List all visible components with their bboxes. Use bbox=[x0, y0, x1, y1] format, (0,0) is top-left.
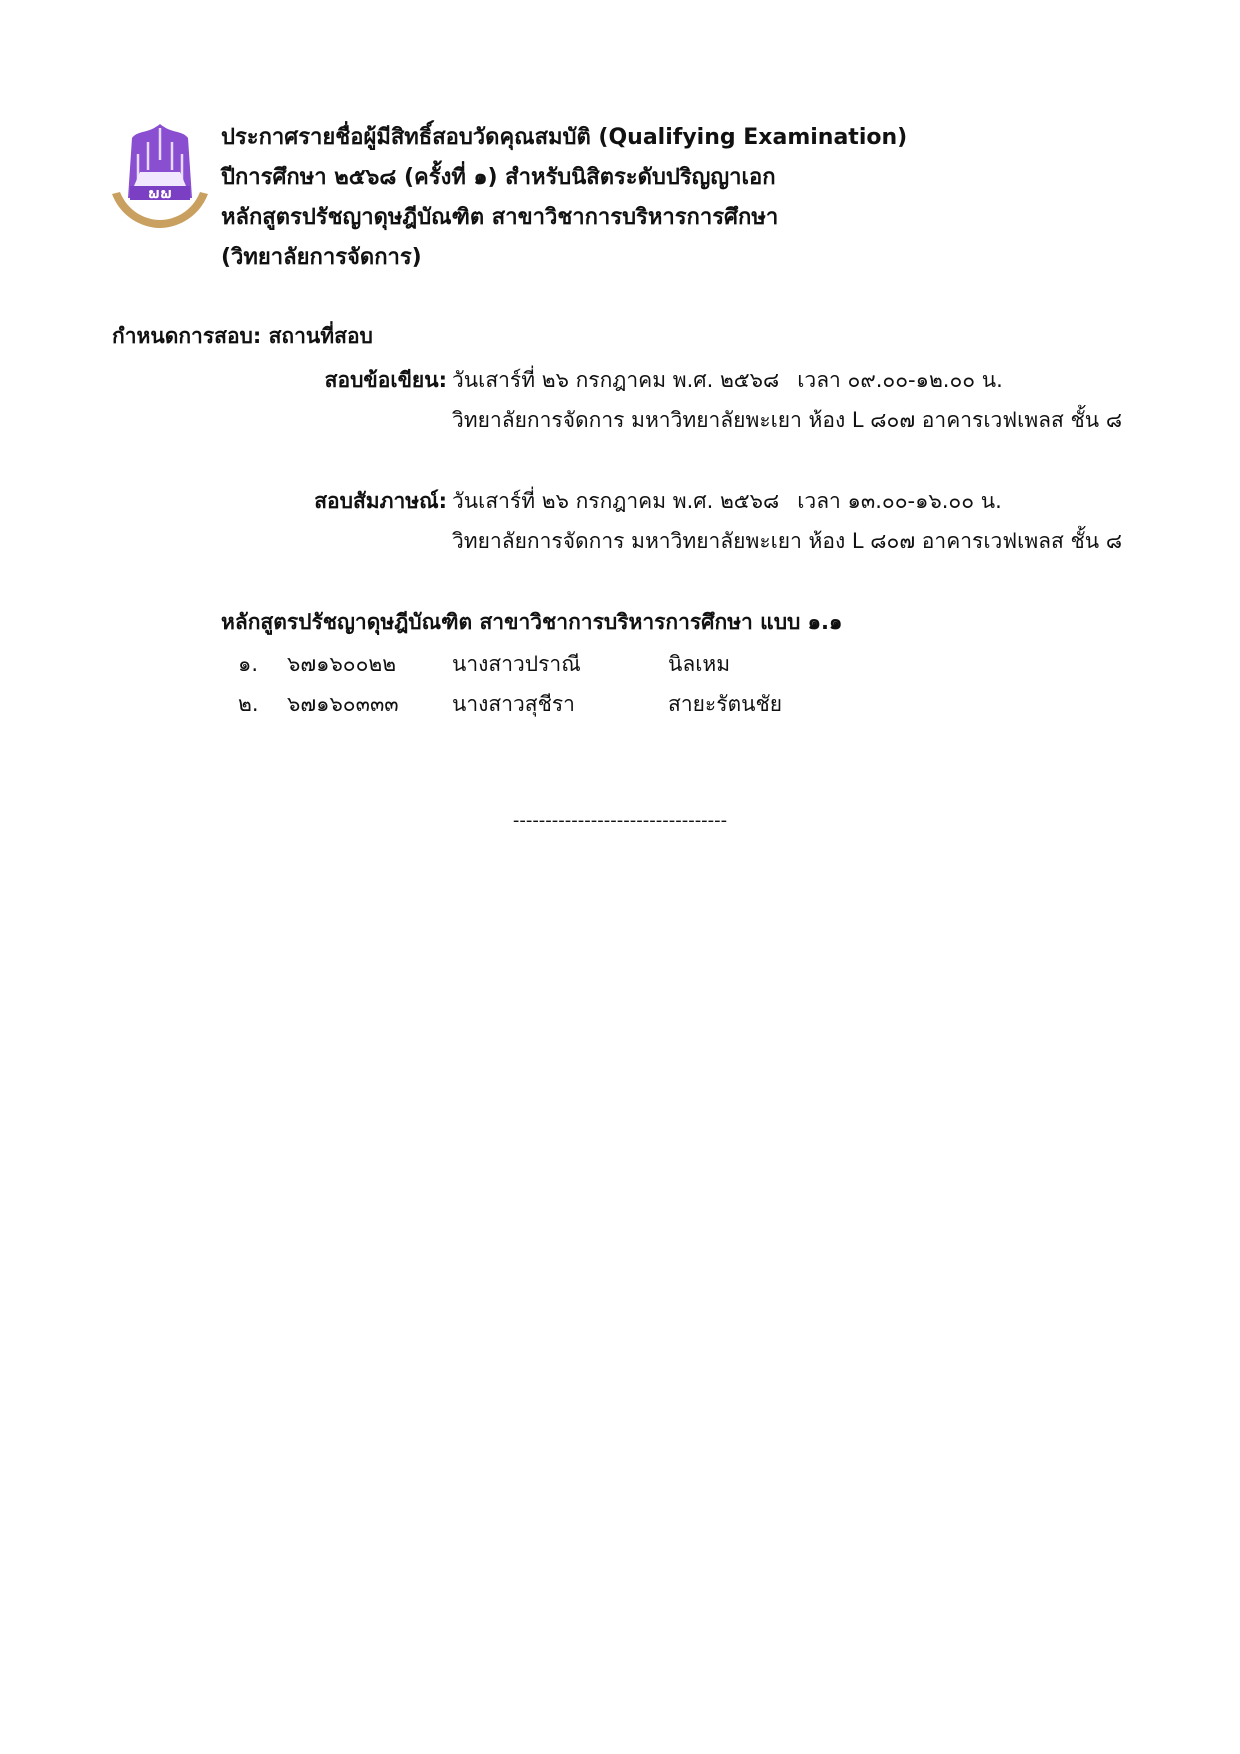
university-logo bbox=[108, 120, 212, 240]
student-number: ๒. bbox=[238, 692, 259, 716]
student-first-name: นางสาวปราณี bbox=[452, 652, 581, 676]
written-exam-time: เวลา ๐๙.๐๐-๑๒.๐๐ น. bbox=[797, 368, 1003, 392]
announcement-header bbox=[221, 118, 907, 278]
svg-text:ພພ: ພພ bbox=[147, 186, 173, 202]
end-of-list-divider: --------------------------------- bbox=[512, 810, 728, 831]
header-academic-year: ปีการศึกษา ๒๕๖๘ (ครั้งที่ ๑) สำหรับนิสิตระดับปริญญาเอก bbox=[221, 165, 776, 190]
student-row bbox=[0, 648, 1240, 682]
student-first-name: นางสาวสุชีรา bbox=[452, 692, 575, 716]
written-exam-date: วันเสาร์ที่ ๒๖ กรกฎาคม พ.ศ. ๒๕๖๘ bbox=[452, 368, 780, 392]
interview-exam-datetime bbox=[452, 485, 1002, 518]
interview-exam-label: สอบสัมภาษณ์: bbox=[314, 489, 447, 513]
header-title: ประกาศรายชื่อผู้มีสิทธิ์สอบวัดคุณสมบัติ (Qualifying Examination) bbox=[221, 125, 908, 150]
interview-exam-time: เวลา ๑๓.๐๐-๑๖.๐๐ น. bbox=[797, 489, 1002, 513]
header-college: (วิทยาลัยการจัดการ) bbox=[221, 245, 422, 270]
student-id: ๖๗๑๖๐๓๓๓ bbox=[287, 692, 399, 716]
interview-exam-date: วันเสาร์ที่ ๒๖ กรกฎาคม พ.ศ. ๒๕๖๘ bbox=[452, 489, 780, 513]
student-id: ๖๗๑๖๐๐๒๒ bbox=[287, 652, 397, 676]
written-exam-label: สอบข้อเขียน: bbox=[324, 368, 447, 392]
student-last-name: สายะรัตนชัย bbox=[668, 692, 783, 716]
written-exam-place: วิทยาลัยการจัดการ มหาวิทยาลัยพะเยา ห้อง L ๘๐๗ อาคารเวฟเพลส ชั้น ๘ bbox=[452, 408, 1123, 432]
written-exam-datetime bbox=[452, 364, 1003, 397]
student-last-name: นิลเหม bbox=[668, 652, 731, 676]
program-heading: หลักสูตรปรัชญาดุษฎีบัณฑิต สาขาวิชาการบริหารการศึกษา แบบ ๑.๑ bbox=[221, 610, 843, 634]
schedule-heading: กำหนดการสอบ: สถานที่สอบ bbox=[112, 324, 373, 348]
header-program: หลักสูตรปรัชญาดุษฎีบัณฑิต สาขาวิชาการบริหารการศึกษา bbox=[221, 205, 779, 230]
student-row bbox=[0, 688, 1240, 722]
student-number: ๑. bbox=[238, 652, 259, 676]
interview-exam-place: วิทยาลัยการจัดการ มหาวิทยาลัยพะเยา ห้อง L ๘๐๗ อาคารเวฟเพลส ชั้น ๘ bbox=[452, 529, 1123, 553]
